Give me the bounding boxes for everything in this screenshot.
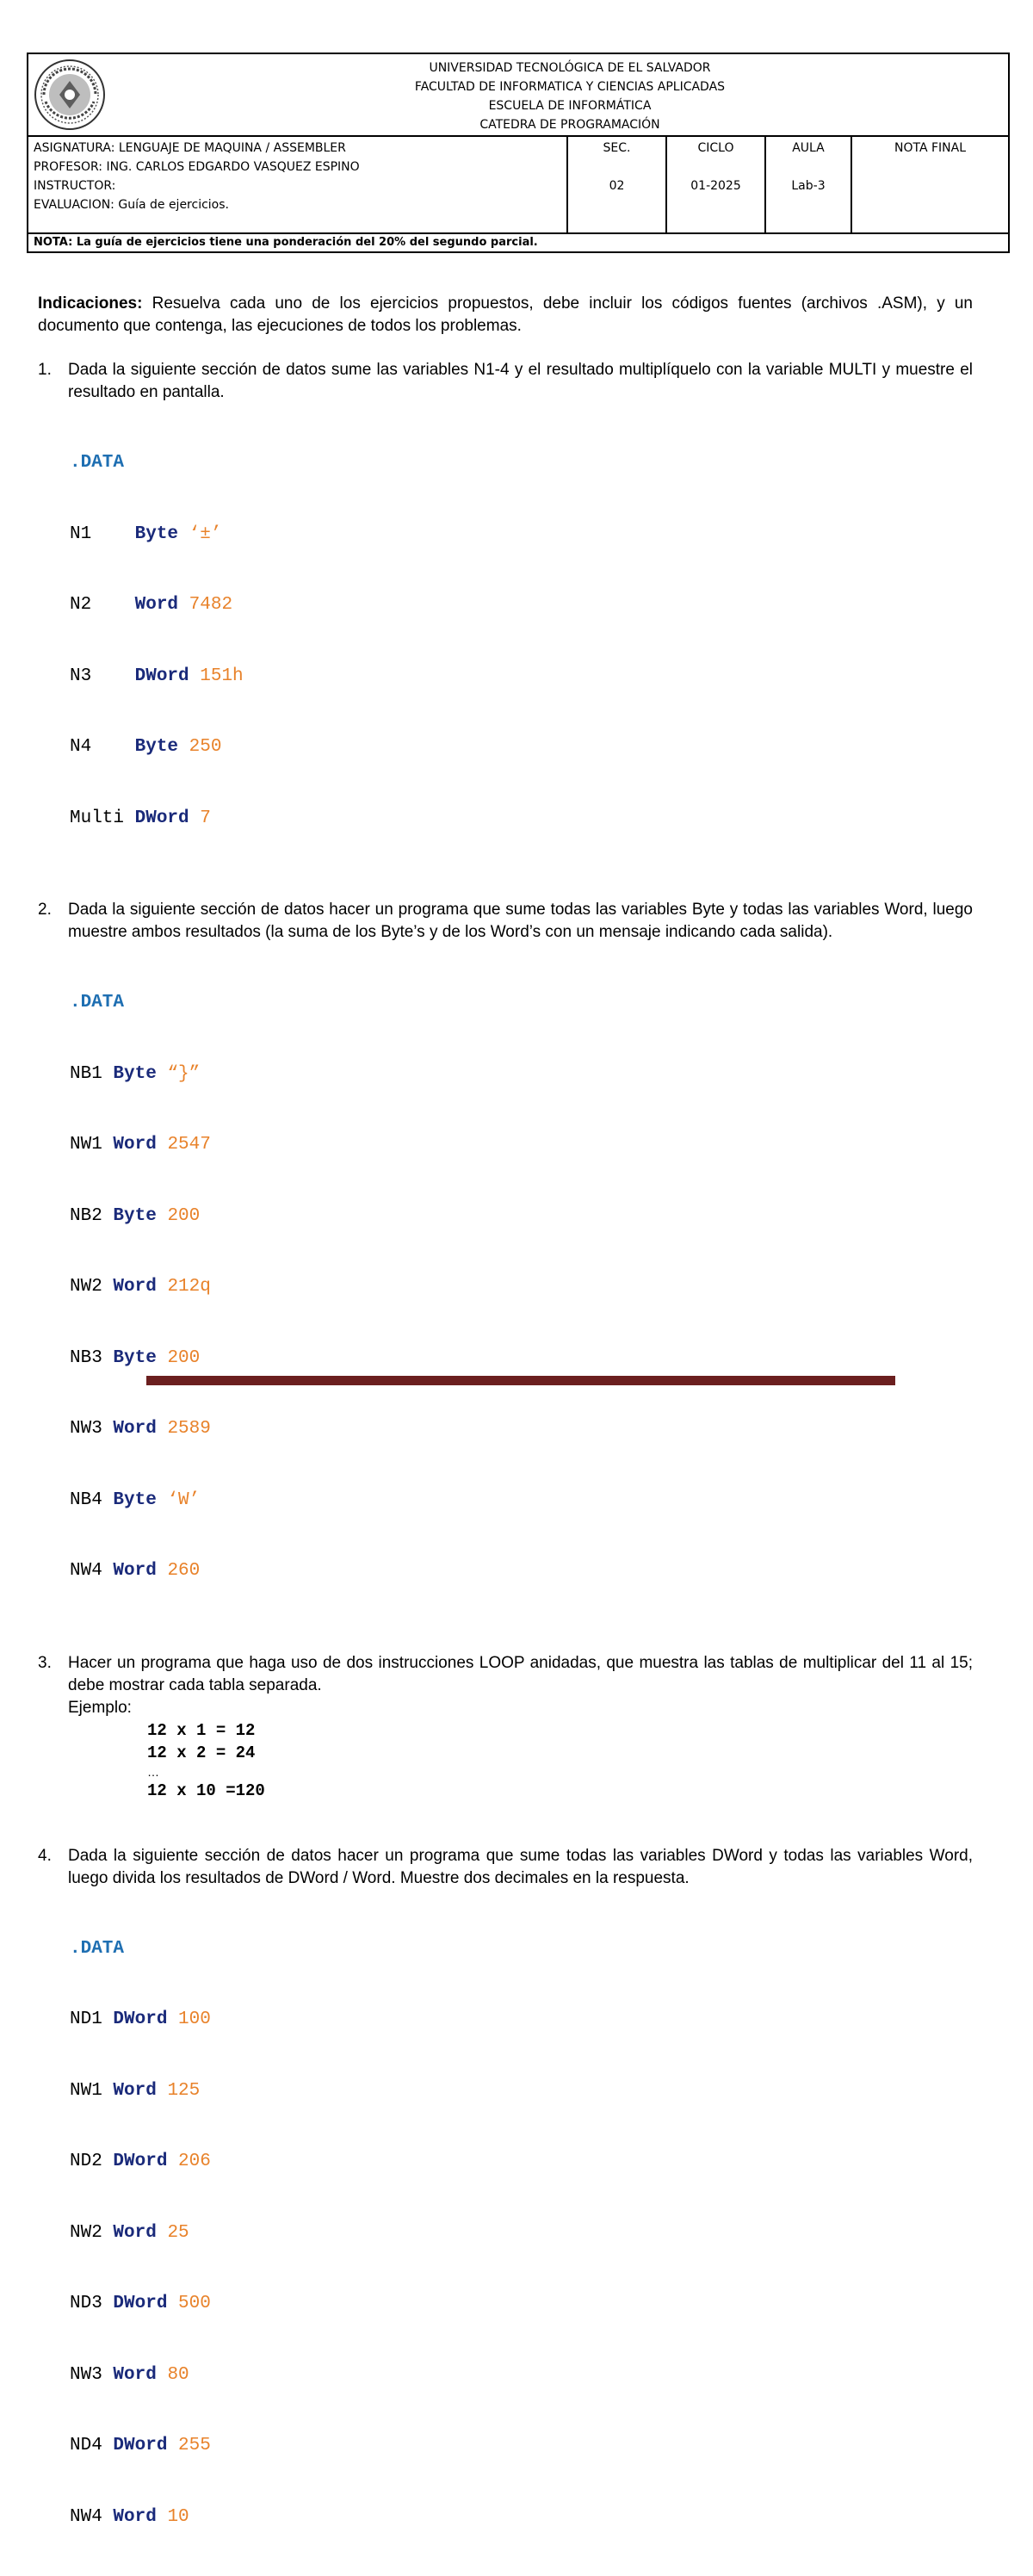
- var-type: Word: [135, 595, 178, 615]
- var-name: NW3: [70, 2365, 113, 2385]
- aula-label: AULA: [766, 139, 851, 158]
- data-section-code: [70, 1890, 973, 2576]
- var-name: ND4: [70, 2436, 113, 2455]
- var-type: Byte: [135, 524, 178, 544]
- chair-line: CATEDRA DE PROGRAMACIÓN: [132, 115, 1008, 134]
- var-value: 125: [167, 2081, 200, 2101]
- var-value: 255: [178, 2436, 211, 2455]
- example-line: 12 x 1 = 12: [147, 1719, 973, 1742]
- var-value: 200: [167, 1348, 200, 1368]
- exercise-text: Dada la siguiente sección de datos hacer un programa que sume todas las variables Byte y todas las variables Word, luego muestre ambos resultados (la suma de los Byte’s y de los Word’s con un mensaje indicando cada salida).: [68, 899, 973, 944]
- exercise-number: 1.: [38, 359, 52, 381]
- var-type: Word: [113, 2223, 156, 2243]
- code-line: [70, 1559, 973, 1583]
- profesor-text: PROFESOR: ING. CARLOS EDGARDO VASQUEZ ESPINO: [34, 158, 566, 176]
- var-name: NW1: [70, 1135, 113, 1155]
- aula-value: Lab-3: [766, 176, 851, 195]
- university-line: UNIVERSIDAD TECNOLÓGICA DE EL SALVADOR: [132, 59, 1008, 77]
- var-type: DWord: [135, 808, 189, 828]
- code-line: [70, 665, 973, 689]
- var-type: Byte: [113, 1064, 156, 1084]
- var-name: N1: [70, 524, 135, 544]
- var-value: 206: [178, 2152, 211, 2171]
- school-line: ESCUELA DE INFORMÁTICA: [132, 96, 1008, 115]
- var-value: 200: [167, 1206, 200, 1226]
- exercise-text: Hacer un programa que haga uso de dos instrucciones LOOP anidadas, que muestra las tablas de multiplicar del 11 al 15; debe mostrar cada tabla separada.: [68, 1652, 973, 1697]
- var-type: Byte: [113, 1206, 156, 1226]
- var-type: Word: [113, 2365, 156, 2385]
- ciclo-cell: [667, 135, 766, 232]
- var-type: Word: [113, 1277, 156, 1297]
- university-seal-icon: [34, 59, 106, 131]
- code-line: [70, 2434, 973, 2458]
- exercise-1: [38, 359, 973, 877]
- var-type: Word: [113, 2081, 156, 2101]
- code-line: [70, 2008, 973, 2032]
- footer-divider: [146, 1376, 895, 1385]
- sec-value: 02: [568, 176, 665, 195]
- var-value: 10: [167, 2507, 189, 2527]
- intro-label: Indicaciones:: [38, 294, 142, 313]
- nota-final-cell: [852, 135, 1008, 232]
- nota-final-label: NOTA FINAL: [852, 139, 1008, 158]
- var-type: Byte: [113, 1348, 156, 1368]
- example-ellipsis: …: [147, 1764, 973, 1780]
- var-name: ND3: [70, 2294, 113, 2313]
- example-line: 12 x 10 =120: [147, 1780, 973, 1802]
- code-line: [70, 2150, 973, 2174]
- var-value: 25: [167, 2223, 189, 2243]
- var-type: DWord: [113, 2294, 167, 2313]
- var-value: 80: [167, 2365, 189, 2385]
- course-info-cell: [28, 135, 568, 232]
- var-type: Word: [113, 2507, 156, 2527]
- exercise-number: 4.: [38, 1845, 52, 1867]
- data-section-code: [70, 404, 973, 877]
- sec-label: SEC.: [568, 139, 665, 158]
- instructions-body: [38, 293, 973, 2576]
- var-type: DWord: [113, 2152, 167, 2171]
- code-line: [70, 1275, 973, 1299]
- var-type: Word: [113, 1561, 156, 1581]
- example-label: Ejemplo:: [68, 1697, 973, 1719]
- var-name: NB3: [70, 1348, 113, 1368]
- var-type: DWord: [113, 2009, 167, 2029]
- var-name: NW4: [70, 2507, 113, 2527]
- code-line: [70, 523, 973, 547]
- var-value: 100: [178, 2009, 211, 2029]
- var-type: DWord: [113, 2436, 167, 2455]
- var-value: 7482: [189, 595, 232, 615]
- intro-paragraph: [38, 293, 973, 337]
- code-line: [70, 1489, 973, 1513]
- var-name: NW1: [70, 2081, 113, 2101]
- code-line: [70, 1347, 973, 1371]
- code-line: [70, 2505, 973, 2530]
- header-info-row: [28, 135, 1008, 234]
- data-directive: .DATA: [70, 991, 973, 1015]
- var-value: 212q: [167, 1277, 210, 1297]
- var-name: ND1: [70, 2009, 113, 2029]
- code-line: [70, 1133, 973, 1157]
- code-line: [70, 2292, 973, 2316]
- code-line: [70, 1204, 973, 1229]
- var-name: ND2: [70, 2152, 113, 2171]
- var-value: ‘±’: [189, 524, 222, 544]
- var-name: Multi: [70, 808, 135, 828]
- var-type: DWord: [135, 666, 189, 686]
- data-section-code: [70, 944, 973, 1631]
- var-value: “}”: [167, 1064, 200, 1084]
- exercise-3: [38, 1652, 973, 1802]
- var-type: Byte: [113, 1490, 156, 1510]
- code-line: [70, 1062, 973, 1087]
- var-value: ‘W’: [167, 1490, 200, 1510]
- var-type: Byte: [135, 737, 178, 757]
- var-name: NW3: [70, 1419, 113, 1439]
- var-name: NW4: [70, 1561, 113, 1581]
- header-top-row: [28, 54, 1008, 137]
- data-directive: .DATA: [70, 451, 973, 475]
- intro-text: Resuelva cada uno de los ejercicios propuestos, debe incluir los códigos fuentes (archivos .ASM), y un documento que contenga, las ejecuciones de todos los problemas.: [38, 294, 973, 335]
- code-line: [70, 1417, 973, 1441]
- grading-note: NOTA: La guía de ejercicios tiene una ponderación del 20% del segundo parcial.: [34, 234, 1003, 251]
- evaluacion-text: EVALUACION: Guía de ejercicios.: [34, 195, 566, 214]
- code-line: [70, 2221, 973, 2245]
- code-line: [70, 2079, 973, 2103]
- exercise-text: Dada la siguiente sección de datos sume las variables N1-4 y el resultado multiplíquelo con la variable MULTI y muestre el resultado en pantalla.: [68, 359, 973, 404]
- var-value: 260: [167, 1561, 200, 1581]
- code-line: [70, 2363, 973, 2387]
- code-line: [70, 807, 973, 831]
- exercise-4: [38, 1845, 973, 2576]
- exercise-number: 3.: [38, 1652, 52, 1675]
- var-value: 7: [200, 808, 211, 828]
- var-name: N3: [70, 666, 135, 686]
- header-table: [27, 53, 1010, 253]
- aula-cell: [766, 135, 852, 232]
- var-value: 500: [178, 2294, 211, 2313]
- faculty-line: FACULTAD DE INFORMATICA Y CIENCIAS APLICADAS: [132, 77, 1008, 96]
- ciclo-value: 01-2025: [667, 176, 764, 195]
- asignatura-text: ASIGNATURA: LENGUAJE DE MAQUINA / ASSEMBLER: [34, 139, 566, 158]
- code-line: [70, 593, 973, 617]
- var-value: 151h: [200, 666, 243, 686]
- ciclo-label: CICLO: [667, 139, 764, 158]
- university-title: [132, 59, 1008, 134]
- var-name: NB4: [70, 1490, 113, 1510]
- example-line: 12 x 2 = 24: [147, 1742, 973, 1764]
- var-name: N2: [70, 595, 135, 615]
- var-name: NB1: [70, 1064, 113, 1084]
- instructor-text: INSTRUCTOR:: [34, 176, 566, 195]
- var-type: Word: [113, 1135, 156, 1155]
- var-name: N4: [70, 737, 135, 757]
- var-name: NW2: [70, 2223, 113, 2243]
- data-directive: .DATA: [70, 1937, 973, 1961]
- exercise-number: 2.: [38, 899, 52, 921]
- var-name: NW2: [70, 1277, 113, 1297]
- var-value: 250: [189, 737, 222, 757]
- var-name: NB2: [70, 1206, 113, 1226]
- sec-cell: [568, 135, 667, 232]
- exercise-text: Dada la siguiente sección de datos hacer un programa que sume todas las variables DWord y todas las variables Word, luego divida los resultados de DWord / Word. Muestre dos decimales en la respuesta.: [68, 1845, 973, 1890]
- var-value: 2589: [167, 1419, 210, 1439]
- var-type: Word: [113, 1419, 156, 1439]
- exercise-2: [38, 899, 973, 1631]
- code-line: [70, 735, 973, 759]
- var-value: 2547: [167, 1135, 210, 1155]
